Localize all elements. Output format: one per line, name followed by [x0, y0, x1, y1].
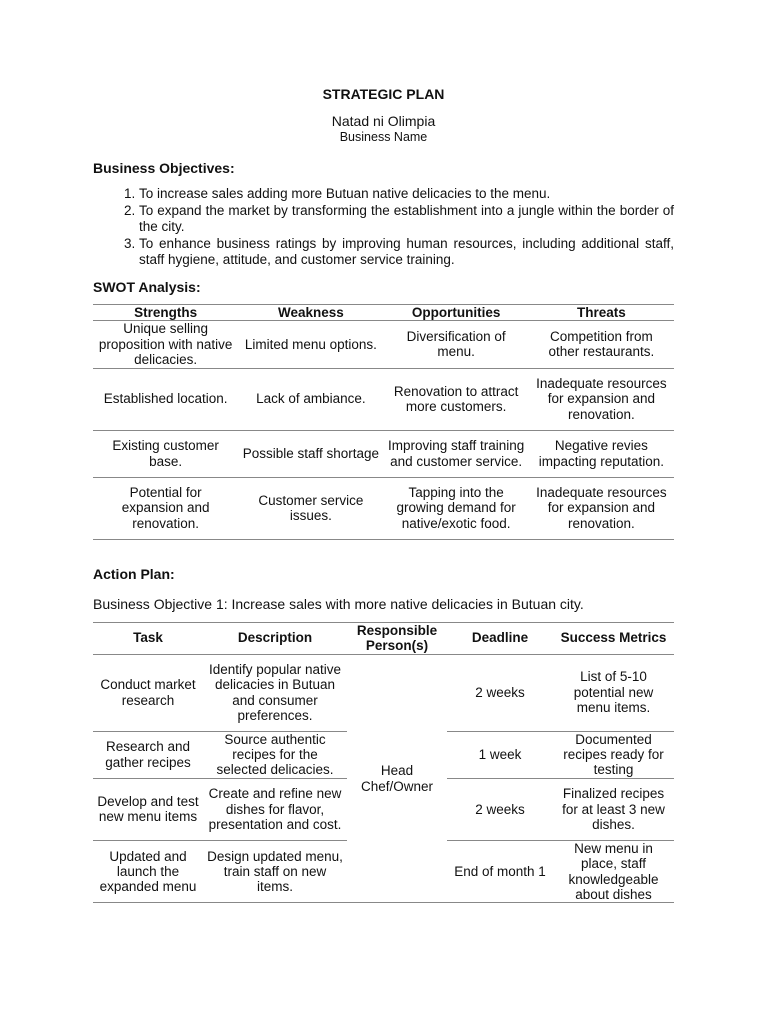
business-name-label: Business Name [339, 130, 428, 144]
table-cell: Possible staff shortage [238, 430, 383, 477]
table-cell: Improving staff training and customer service. [384, 430, 529, 477]
table-row [93, 321, 674, 368]
table-cell: Established location. [93, 368, 238, 430]
description-cell: Source authentic recipes for the selected delicacies. [203, 731, 347, 778]
document-title: STRATEGIC PLAN [322, 86, 445, 102]
objective-item: 1. To increase sales adding more Butuan native delicacies to the menu. [139, 186, 674, 203]
task-cell: Updated and launch the expanded menu [93, 840, 203, 903]
action-header-metrics: Success Metrics [553, 622, 674, 654]
table-row [93, 430, 674, 477]
table-cell: Limited menu options. [238, 321, 383, 368]
table-cell: Competition from other restaurants. [529, 321, 674, 368]
task-cell: Research and gather recipes [93, 731, 203, 778]
business-name: Natad ni Olimpia [331, 113, 436, 129]
table-cell: Diversification of menu. [384, 321, 529, 368]
task-cell: Develop and test new menu items [93, 778, 203, 840]
table-cell: Tapping into the growing demand for native/exotic food. [384, 477, 529, 539]
swot-header-threats: Threats [529, 304, 674, 320]
document-page [93, 86, 674, 903]
table-cell: Customer service issues. [238, 477, 383, 539]
objective-1-line: Business Objective 1: Increase sales with more native delicacies in Butuan city. [93, 595, 584, 612]
table-cell: Lack of ambiance. [238, 368, 383, 430]
table-row [93, 654, 674, 731]
table-row [93, 368, 674, 430]
swot-header-strengths: Strengths [93, 304, 238, 320]
responsible-cell: Head Chef/Owner [347, 654, 447, 903]
action-header-responsible: Responsible Person(s) [347, 622, 447, 654]
table-cell: Existing customer base. [93, 430, 238, 477]
table-cell: Inadequate resources for expansion and renovation. [529, 368, 674, 430]
action-header-row [93, 622, 674, 654]
deadline-cell: 1 week [447, 731, 553, 778]
metrics-cell: Finalized recipes for at least 3 new dishes. [553, 778, 674, 840]
swot-heading: SWOT Analysis: [93, 278, 201, 295]
objectives-heading: Business Objectives: [93, 160, 235, 176]
deadline-cell: 2 weeks [447, 778, 553, 840]
swot-header-opportunities: Opportunities [384, 304, 529, 320]
table-cell: Unique selling proposition with native delicacies. [93, 321, 238, 368]
action-header-task: Task [93, 622, 203, 654]
table-cell: Potential for expansion and renovation. [93, 477, 238, 539]
swot-header-weakness: Weakness [238, 304, 383, 320]
action-plan-table [93, 622, 674, 904]
action-header-description: Description [203, 622, 347, 654]
action-plan-heading: Action Plan: [93, 565, 175, 582]
objective-item: 3. To enhance business ratings by improving human resources, including additional staff, staff hygiene, attitude, and customer service training. [139, 236, 674, 269]
description-cell: Design updated menu, train staff on new items. [203, 840, 347, 903]
action-header-deadline: Deadline [447, 622, 553, 654]
swot-table [93, 304, 674, 540]
table-row [93, 477, 674, 539]
objectives-list [93, 186, 674, 269]
metrics-cell: New menu in place, staff knowledgeable about dishes [553, 840, 674, 903]
metrics-cell: Documented recipes ready for testing [553, 731, 674, 778]
table-cell: Renovation to attract more customers. [384, 368, 529, 430]
deadline-cell: 2 weeks [447, 654, 553, 731]
description-cell: Create and refine new dishes for flavor, presentation and cost. [203, 778, 347, 840]
deadline-cell: End of month 1 [447, 840, 553, 903]
objective-item: 2. To expand the market by transforming the establishment into a jungle within the border of the city. [139, 203, 674, 236]
description-cell: Identify popular native delicacies in Butuan and consumer preferences. [203, 654, 347, 731]
task-cell: Conduct market research [93, 654, 203, 731]
metrics-cell: List of 5-10 potential new menu items. [553, 654, 674, 731]
swot-header-row [93, 304, 674, 320]
table-cell: Inadequate resources for expansion and renovation. [529, 477, 674, 539]
table-cell: Negative revies impacting reputation. [529, 430, 674, 477]
